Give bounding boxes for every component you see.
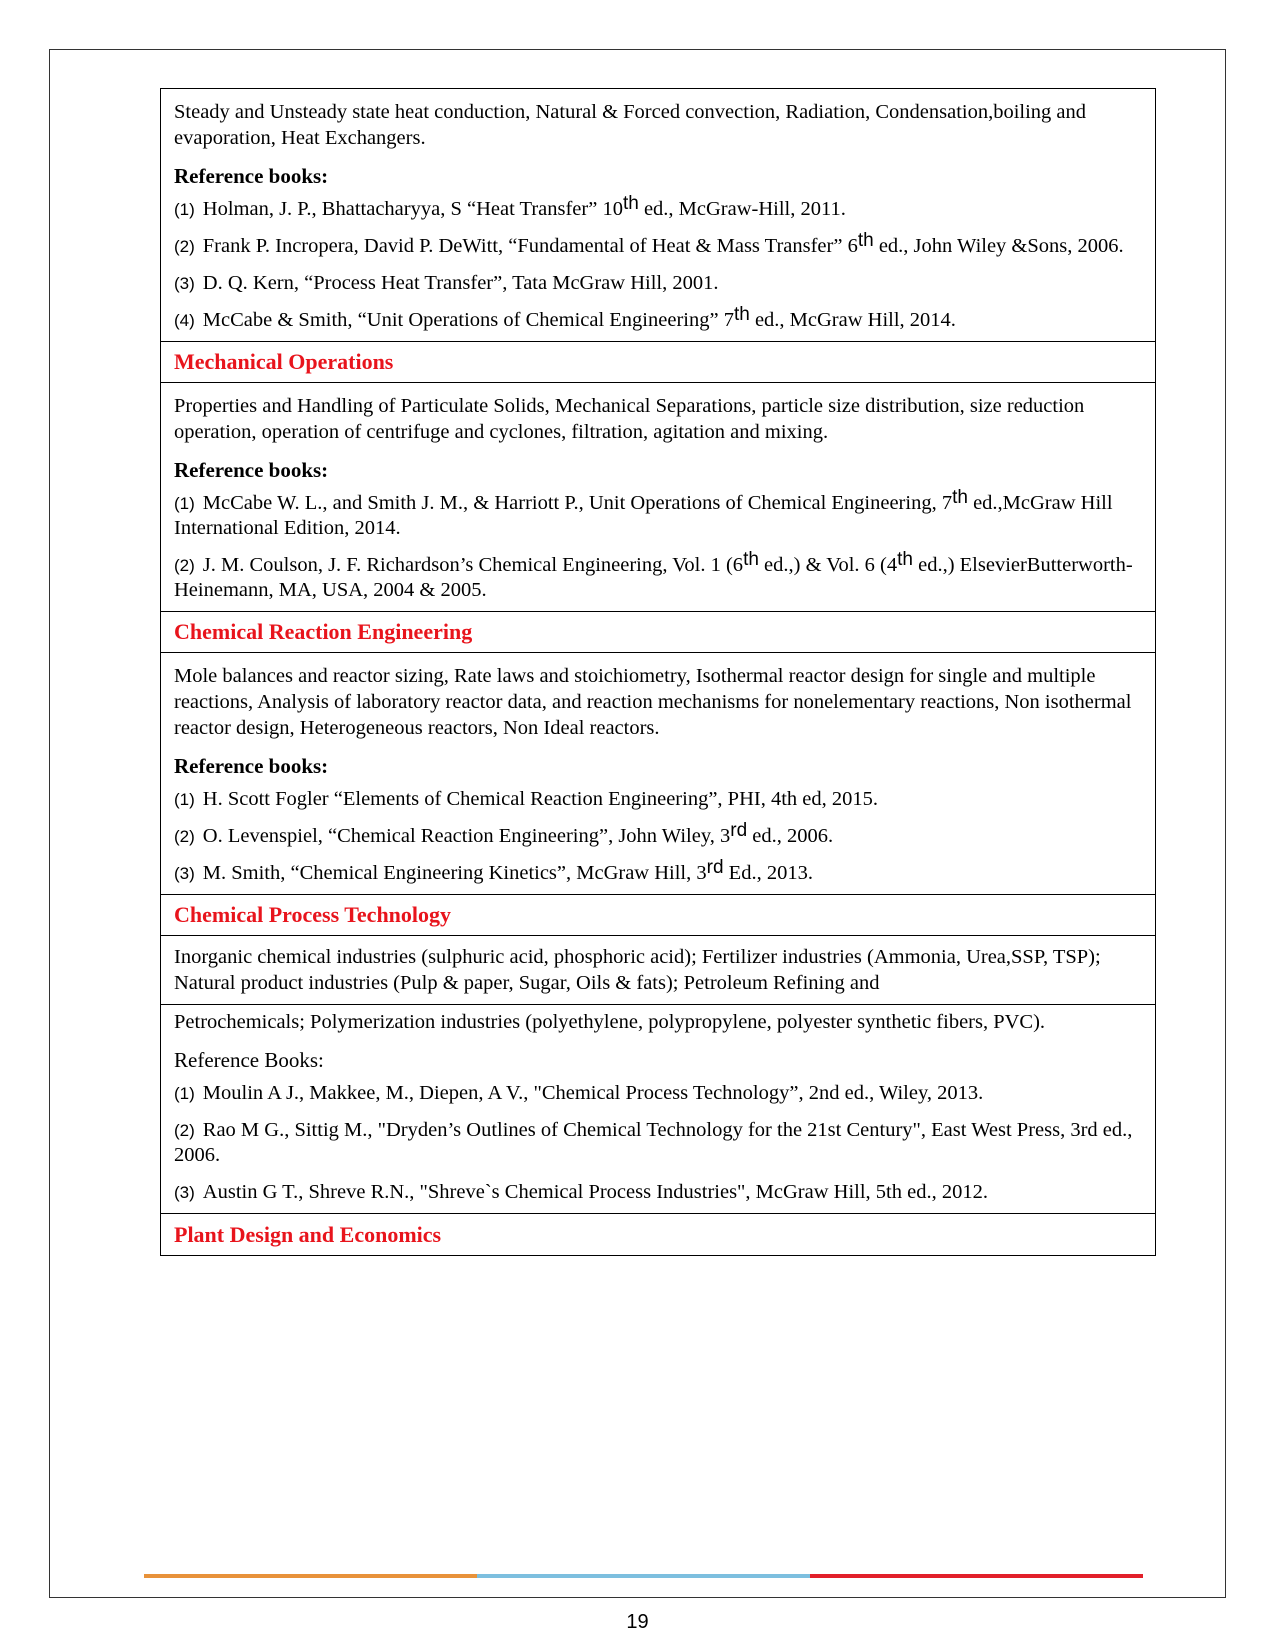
cpt-ref-1: (1) Moulin A J., Makkee, M., Diepen, A V., "Chemical Process Technology”, 2nd ed., Wiley, 2013. (174, 1082, 984, 1104)
chemical-process-technology-description-part2: Petrochemicals; Polymerization industries (polyethylene, polypropylene, polyester synthetic fibers, PVC). (174, 1011, 1046, 1033)
chemical-reaction-engineering-title-row (161, 612, 1155, 653)
plant-design-economics-title-row (161, 1214, 1155, 1255)
chemical-process-technology-title: Chemical Process Technology (174, 902, 452, 927)
chemical-reaction-engineering-content (161, 653, 1155, 895)
heat-ref-4: (4) McCabe & Smith, “Unit Operations of Chemical Engineering” 7th ed., McGraw Hill, 2014. (174, 304, 956, 331)
chemical-process-technology-description-part1: Inorganic chemical industries (sulphuric acid, phosphoric acid); Fertilizer industries (Ammonia, Urea,SSP, TSP); Natural product industries (Pulp & paper, Sugar, Oils & fats); Petroleum Refining and (174, 946, 1101, 994)
footer-color-bar (144, 1574, 1143, 1578)
mechanical-operations-title: Mechanical Operations (174, 349, 394, 374)
plant-design-economics-title: Plant Design and Economics (174, 1221, 442, 1247)
footer-bar-red (810, 1574, 1143, 1578)
heat-ref-2: (2) Frank P. Incropera, David P. DeWitt, “Fundamental of Heat & Mass Transfer” 6th ed., John Wiley &Sons, 2006. (174, 230, 1124, 257)
chemical-reaction-engineering-title: Chemical Reaction Engineering (174, 619, 473, 644)
heat-transfer-description: Steady and Unsteady state heat conduction, Natural & Forced convection, Radiation, Condensation,boiling and evaporation, Heat Exchangers. (174, 101, 1087, 149)
cre-ref-3: (3) M. Smith, “Chemical Engineering Kinetics”, McGraw Hill, 3rd Ed., 2013. (174, 857, 813, 884)
chemical-reaction-engineering-description: Mole balances and reactor sizing, Rate laws and stoichiometry, Isothermal reactor design for single and multiple reactions, Analysis of laboratory reactor data, and reaction mechanisms for nonelementary reactions, Non isothermal reactor design, Heterogeneous reactors, Non Ideal reactors. (174, 665, 1132, 739)
syllabus-table (160, 88, 1156, 1256)
mechanical-operations-title-row (161, 342, 1155, 383)
cpt-ref-2: (2) Rao M G., Sittig M., "Dryden’s Outlines of Chemical Technology for the 21st Century", East West Press, 3rd ed., 2006. (174, 1119, 1133, 1166)
chemical-process-technology-content-part1 (161, 936, 1155, 1005)
chemical-process-technology-title-row (161, 895, 1155, 936)
chemical-reaction-engineering-refs-title: Reference books: (174, 754, 329, 778)
mechanical-operations-description: Properties and Handling of Particulate Solids, Mechanical Separations, particle size distribution, size reduction operation, operation of centrifuge and cyclones, filtration, agitation and mixing. (174, 395, 1085, 443)
heat-ref-1: (1) Holman, J. P., Bhattacharyya, S “Heat Transfer” 10th ed., McGraw-Hill, 2011. (174, 193, 846, 220)
mechanical-operations-refs-title: Reference books: (174, 458, 329, 482)
footer-bar-blue (477, 1574, 810, 1578)
mech-ref-2: (2) J. M. Coulson, J. F. Richardson’s Chemical Engineering, Vol. 1 (6th ed.,) & Vol. 6 (4th ed.,) ElsevierButterworth-Heinemann, MA, USA, 2004 & 2005. (174, 549, 1133, 601)
cre-ref-2: (2) O. Levenspiel, “Chemical Reaction Engineering”, John Wiley, 3rd ed., 2006. (174, 820, 834, 847)
footer-bar-orange (144, 1574, 477, 1578)
heat-transfer-refs-title: Reference books: (174, 164, 329, 188)
chemical-process-technology-refs-title: Reference Books: (174, 1048, 324, 1072)
heat-ref-3: (3) D. Q. Kern, “Process Heat Transfer”, Tata McGraw Hill, 2001. (174, 272, 719, 294)
cpt-ref-3: (3) Austin G T., Shreve R.N., "Shreve`s Chemical Process Industries", McGraw Hill, 5th ed., 2012. (174, 1181, 988, 1203)
page-number: 19 (626, 1611, 649, 1633)
chemical-process-technology-content-part2 (161, 1005, 1155, 1214)
mech-ref-1: (1) McCabe W. L., and Smith J. M., & Harriott P., Unit Operations of Chemical Engineering, 7th ed.,McGraw Hill International Edition, 2014. (174, 487, 1113, 539)
heat-transfer-content (161, 89, 1155, 342)
cre-ref-1: (1) H. Scott Fogler “Elements of Chemical Reaction Engineering”, PHI, 4th ed, 2015. (174, 788, 878, 810)
mechanical-operations-content (161, 383, 1155, 612)
